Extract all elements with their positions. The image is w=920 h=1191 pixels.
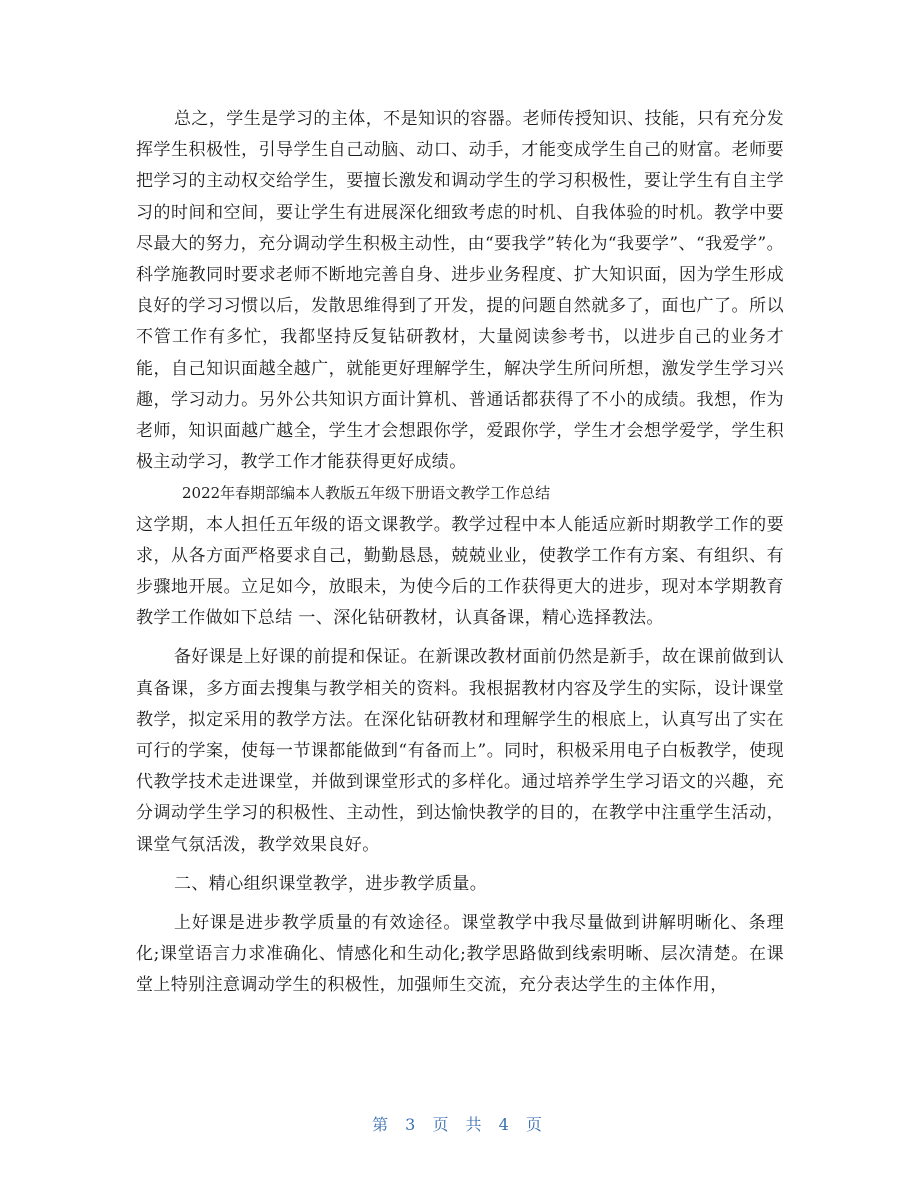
paragraph-summary: 总之，学生是学习的主体，不是知识的容器。老师传授知识、技能，只有充分发挥学生积极性，引导学生自己动脑、动口、动手，才能变成学生自己的财富。老师要把学习的主动权交给学生，要擅长激发和调动学生的学习积极性，要让学生有自主学习的时间和空间，要让学生有进展深化细致考虑的时机、自我体验的时机。教学中要尽最大的努力，充分调动学生积极主动性，由“要我学”转化为“我要学”、“我爱学”。科学施教同时要求老师不断地完善自身、进步业务程度、扩大知识面，因为学生形成良好的学习习惯以后，发散思维得到了开发，提的问题自然就多了，面也广了。所以不管工作有多忙，我都坚持反复钻研教材，大量阅读参考书，以进步自己的业务才能，自己知识面越全越广，就能更好理解学生，解决学生所问所想，激发学生学习兴趣，学习动力。另外公共知识方面计算机、普通话都获得了不小的成绩。我想，作为老师，知识面越广越全，学生才会想跟你学，爱跟你学，学生才会想学爱学，学生积极主动学习，教学工作才能获得更好成绩。 [136, 109, 784, 473]
paragraph-intro: 这学期，本人担任五年级的语文课教学。教学过程中本人能适应新时期教学工作的要求，从各方面严格要求自己，勤勤恳恳，兢兢业业，使教学工作有方案、有组织、有步骤地开展。立足如今，放眼未，为使今后的工作获得更大的进步，现对本学期教育教学工作做如下总结 一、深化钻研教材，认真备课，精心选择教法。 [136, 514, 784, 629]
report-title: 2022年春期部编本人教版五年级下册语文教学工作总结 [182, 484, 551, 503]
document-body [136, 104, 784, 1002]
page-number: 第 3 页 共 4 页 [372, 1115, 548, 1134]
paragraph-classroom: 上好课是进步教学质量的有效途径。课堂教学中我尽量做到讲解明晰化、条理化;课堂语言力求准确化、情感化和生动化;教学思路做到线索明晰、层次清楚。在课堂上特别注意调动学生的积极性，加强师生交流，充分表达学生的主体作用， [136, 913, 784, 996]
paragraph-lesson-prep: 备好课是上好课的前提和保证。在新课改教材面前仍然是新手，故在课前做到认真备课，多方面去搜集与教学相关的资料。我根据教材内容及学生的实际，设计课堂教学，拟定采用的教学方法。在深化钻研教材和理解学生的根底上，认真写出了实在可行的学案，使每一节课都能做到“有备而上”。同时，积极采用电子白板教学，使现代教学技术走进课堂，并做到课堂形式的多样化。通过培养学生学习语文的兴趣，充分调动学生学习的积极性、主动性，到达愉快教学的目的，在教学中注重学生活动，课堂气氛活泼，教学效果良好。 [136, 647, 784, 855]
section-heading-two: 二、精心组织课堂教学，进步教学质量。 [174, 873, 488, 894]
